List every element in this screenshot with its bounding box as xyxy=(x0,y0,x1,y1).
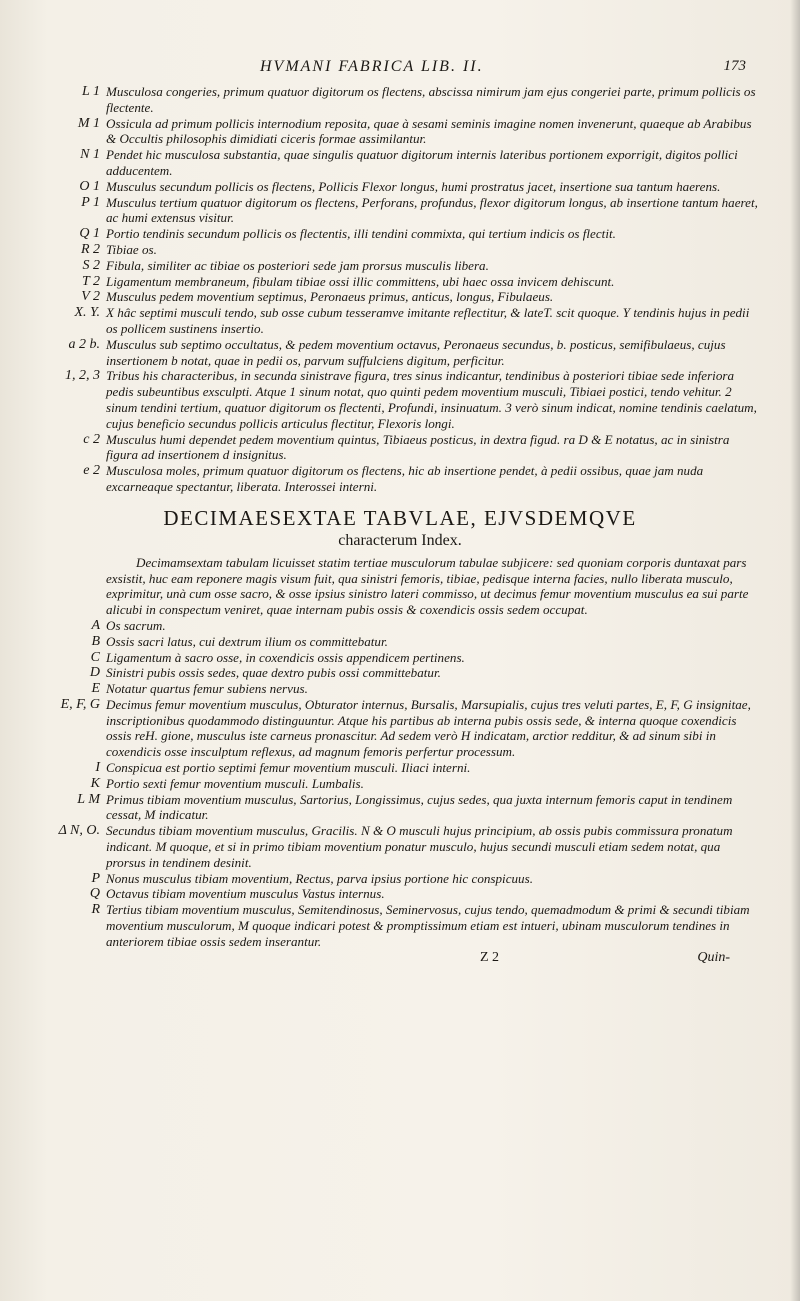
entry-key: C xyxy=(90,649,100,665)
legend-entry xyxy=(40,147,760,179)
entry-text: Musculus secundum pollicis os flectens, Pollicis Flexor longus, humi prostratus jacet, insertione sua tantum haerens. xyxy=(106,178,721,194)
legend-entry xyxy=(40,195,760,227)
entry-key: a 2 b. xyxy=(68,336,100,352)
entry-text: Musculus tertium quatuor digitorum os flectens, Perforans, profundus, flexor digitorum longus, ab insertione tantum haeret, ac humi extensus visitur. xyxy=(106,194,758,226)
entry-text: Sinistri pubis ossis sedes, quae dextro pubis ossi committebatur. xyxy=(106,665,441,681)
entry-text: Os sacrum. xyxy=(106,617,166,633)
legend-entry xyxy=(40,697,760,760)
legend-entry xyxy=(40,432,760,464)
entry-text: Musculus humi dependet pedem moventium quintus, Tibiaeus posticus, in dextra figud. ra D & E notatus, ac in sinistra figura ad insertionem d insignitus. xyxy=(106,431,730,463)
entry-key: 1, 2, 3 xyxy=(65,368,100,384)
entry-key: D xyxy=(89,665,100,681)
entry-text: X hâc septimi musculi tendo, sub osse cubum tesseramve imitante reflectitur, & lateT. scit quoque. Y tendinis hujus in pedii os pollicem sustinens insertio. xyxy=(106,305,750,336)
entry-text: Musculus pedem moventium septimus, Peronaeus primus, anticus, longus, Fibulaeus. xyxy=(106,289,554,305)
legend-entry xyxy=(40,116,760,148)
entry-text: Tibiae os. xyxy=(106,241,157,257)
entry-text: Musculus sub septimo occultatus, & pedem moventium octavus, Peronaeus secundus, b. posticus, semifibulaeus, cujus insertionem b notat, quae in pedii os, parvum suffulciens digitum, perficitur. xyxy=(106,336,726,368)
entry-text: Portio tendinis secundum pollicis os flectentis, illi tendini commixta, qui tertium indicis os flectit. xyxy=(106,226,616,242)
intro-paragraph: Decimamsextam tabulam licuisset statim tertiae musculorum tabulae subjicere: sed quoniam corporis duntaxat pars exsistit, huc eam reponere magis visum fuit, qua sinistri femoris, tibiae, pedisque interna facies, nullo liberata musculo, exprimitur, unà cum osse sacro, & osse ipsius sinistro lateri commisso, ut decimus femur moventium musculus ea sui parte alicubi in conspectum veniret, quae internam pubis ossis & coxendicis ossis sedem occupat. xyxy=(106,554,749,618)
entry-text: Conspicua est portio septimi femur moventium musculi. Iliaci interni. xyxy=(106,760,471,776)
entry-text: Portio sexti femur moventium musculi. Lumbalis. xyxy=(106,775,364,791)
entry-text: Pendet hic musculosa substantia, quae singulis quatuor digitorum internis lateribus portionem exporrigit, digitos pollici adducentem. xyxy=(106,147,738,178)
entry-text: Tribus his characteribus, in secunda sinistrave figura, tres sinus indicantur, tendinibus à posteriori tibiae sede inferiora pedis subeuntibus exsculpti. Atque 1 sinum notat, quo quinti pedem moventium musculi, Tibiaei postici, tendo vehitur. 2 sinum tendini tertium, quatuor digitorum os flectenti, Profundi, insinuatum. 3 verò sinum indicat, nomine tendinis caelatum, cujus beneficio secundus pollicis articulus flectitur, Flexoris longi. xyxy=(106,368,757,431)
entry-key: B xyxy=(91,633,100,649)
page-fold-shadow xyxy=(790,0,800,1301)
legend-entry xyxy=(40,871,760,887)
page-footer xyxy=(40,950,760,968)
entry-text: Musculosa moles, primum quatuor digitorum os flectens, hic ab insertione pendet, à pedii ossibus, quae jam nuda excarneaque spectantur, liberata. Interossei interni. xyxy=(106,463,704,494)
section-subtitle: characterum Index. xyxy=(338,531,462,549)
entry-text: Ossis sacri latus, cui dextrum ilium os committebatur. xyxy=(106,633,388,649)
entry-key: Q xyxy=(89,886,100,902)
legend-entry xyxy=(40,258,760,274)
catchword: Quin- xyxy=(697,949,730,965)
entry-key: I xyxy=(95,760,100,776)
entry-key: L 1 xyxy=(81,84,100,99)
legend-entry xyxy=(40,665,760,681)
legend-entry xyxy=(40,179,760,195)
entry-key: V 2 xyxy=(81,289,100,305)
entries-bottom xyxy=(40,618,760,950)
legend-entry xyxy=(40,242,760,258)
entry-key: R 2 xyxy=(80,241,100,257)
legend-entry xyxy=(40,305,760,337)
legend-entry xyxy=(40,760,760,776)
entry-key: T 2 xyxy=(81,273,100,289)
legend-entry xyxy=(40,368,760,431)
entry-key: Δ N, O. xyxy=(58,823,100,839)
entry-text: Nonus musculus tibiam moventium, Rectus, parva ipsius portione hic conspicuus. xyxy=(106,870,533,886)
legend-entry xyxy=(40,681,760,697)
entry-text: Primus tibiam moventium musculus, Sartorius, Longissimus, cujus sedes, qua juxta internum femoris caput in tendinem cessat, M indicatur. xyxy=(106,791,733,823)
entry-text: Notatur quartus femur subiens nervus. xyxy=(106,681,308,697)
entry-key: X. Y. xyxy=(74,305,100,321)
legend-entry xyxy=(40,886,760,902)
entry-key: S 2 xyxy=(82,257,100,273)
entry-text: Decimus femur moventium musculus, Obturator internus, Bursalis, Marsupialis, cujus tres veluti partes, E, F, G insignitae, inscriptionibus quodammodo distinguuntur. Atque his partibus ab interna pubis ossis sede, & interna quoque coxendicis ossis reH. gione, musculus iste carneus pronascitur. Ad sedem verò H indicatam, arctior redditur, & ad sinum sibi in coxendicis osse insculptum reflexus, ad magnum femoris perfertur processum. xyxy=(106,696,751,760)
entry-key: e 2 xyxy=(83,463,100,479)
page-number: 173 xyxy=(723,58,746,74)
legend-entry xyxy=(40,823,760,870)
legend-entry xyxy=(40,618,760,634)
entry-text: Ligamentum membraneum, fibulam tibiae ossi illic committens, ubi haec ossa invicem dehiscunt. xyxy=(106,273,615,289)
legend-entry xyxy=(40,289,760,305)
entry-text: Musculosa congeries, primum quatuor digitorum os flectens, abscissa nimirum jam ejus congeriei parte, primum pollicis os flectente. xyxy=(106,84,756,115)
legend-entry xyxy=(40,274,760,290)
entry-key: P 1 xyxy=(81,194,100,210)
entry-key: O 1 xyxy=(79,178,100,194)
entry-key: Q 1 xyxy=(79,226,100,242)
entry-key: N 1 xyxy=(80,147,100,163)
section-title: DECIMAESEXTAE TABVLAE, EJVSDEMQVE xyxy=(163,505,637,530)
legend-entry xyxy=(40,226,760,242)
entry-key: A xyxy=(91,617,100,633)
entry-key: R xyxy=(91,902,100,918)
legend-entry xyxy=(40,902,760,949)
entry-text: Fibula, similiter ac tibiae os posteriori sede jam prorsus musculis libera. xyxy=(106,257,489,273)
entry-text: Ossicula ad primum pollicis internodium reposita, quae à sesami seminis imagine nomen invenerunt, quaeque ab Arabibus & Occultis philosophis dimidiati ciceris formae assimilantur. xyxy=(106,115,752,147)
legend-entry xyxy=(40,463,760,495)
legend-entry xyxy=(40,337,760,369)
entry-text: Octavus tibiam moventium musculus Vastus internus. xyxy=(106,886,385,902)
entry-text: Tertius tibiam moventium musculus, Semitendinosus, Seminervosus, cujus tendo, quemadmodum & primi & secundi tibiam moventium musculorum, M quoque indicari potest & promptissimum etiam est intueri, ubinam musculorum tendines in anteriorem tibiae ossis sedem inserantur. xyxy=(106,902,750,949)
entry-text: Secundus tibiam moventium musculus, Gracilis. N & O musculi hujus principium, ab ossis pubis commissura pronatum indicant. M quoque, et si in primo tibiam moventium ponatur musculo, hujus secundi musculi etiam sedem notat, qua prorsus in tendinem desinit. xyxy=(106,823,733,870)
entries-top xyxy=(40,84,760,495)
entry-key: E, F, G xyxy=(60,696,100,712)
entry-key: K xyxy=(90,775,100,791)
entry-key: E xyxy=(91,681,100,697)
entry-key: c 2 xyxy=(83,431,100,447)
signature-mark: Z 2 xyxy=(480,949,500,965)
legend-entry xyxy=(40,776,760,792)
legend-entry xyxy=(40,84,760,116)
legend-entry xyxy=(40,634,760,650)
entry-text: Ligamentum à sacro osse, in coxendicis ossis appendicem pertinens. xyxy=(106,649,465,665)
entry-key: P xyxy=(91,870,100,886)
running-head: HVMANI FABRICA LIB. II. xyxy=(260,58,484,75)
entry-key: L M xyxy=(77,791,100,807)
entry-key: M 1 xyxy=(77,115,100,131)
page-header xyxy=(190,58,760,84)
legend-entry xyxy=(40,792,760,824)
legend-entry xyxy=(40,650,760,666)
